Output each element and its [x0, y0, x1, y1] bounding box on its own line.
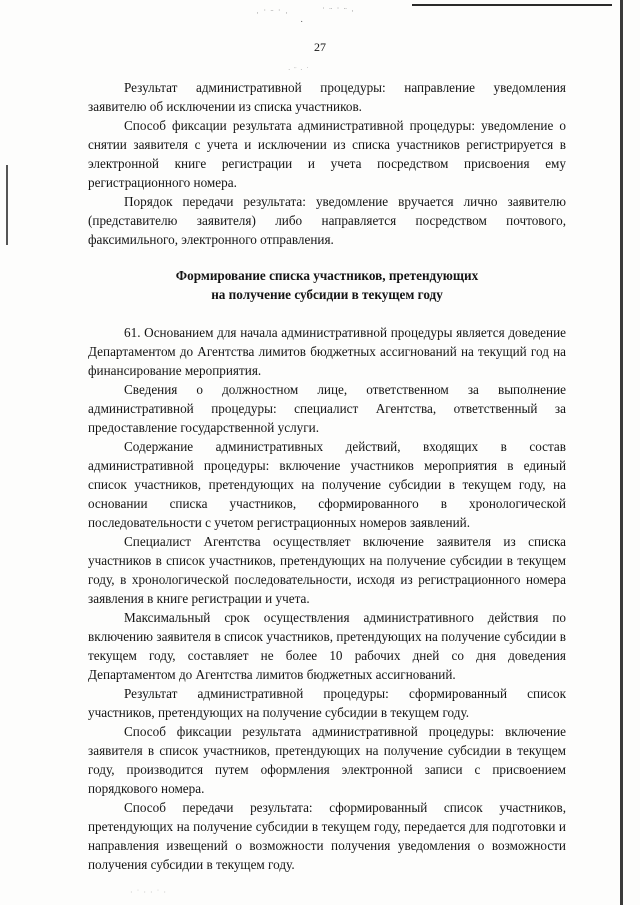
section-heading-line: Формирование списка участников, претендующих — [175, 268, 479, 283]
paragraph: Максимальный срок осуществления административного действия по включению заявителя в список участников, претендующих на получение субсидии в текущем году, составляет не более 10 рабочих дней со дня доведения Департаментом до Агентства лимитов бюджетных ассигнований. — [88, 610, 566, 682]
scan-top-rule — [412, 4, 612, 6]
paragraph: Результат административной процедуры: направление уведомления заявителю об исключении из списка участников. — [88, 80, 566, 114]
scan-artifact: · ˙ · · ˙ · — [130, 888, 167, 897]
scan-right-edge — [620, 0, 623, 905]
scan-artifact: ˙ — [300, 20, 305, 31]
section-heading-line: на получение субсидии в текущем году — [211, 287, 443, 302]
document-body — [88, 78, 566, 874]
section-heading — [88, 266, 566, 304]
paragraph: Способ фиксации результата административной процедуры: уведомление о снятии заявителя с учета и исключении из списка участников регистрируется в электронной книге регистрации и учета посредством присвоения ему регистрационного номера. — [88, 118, 566, 190]
paragraph: Сведения о должностном лице, ответственном за выполнение административной процедуры: специалист Агентства, ответственный за предоставление государственной услуги. — [88, 382, 566, 435]
paragraph: Результат административной процедуры: сформированный список участников, претендующих на получение субсидии в текущем году. — [88, 686, 566, 720]
paragraph: Специалист Агентства осуществляет включение заявителя из списка участников в список участников, претендующих на получение субсидии в текущем году, в хронологической последовательности, исходя из регистрационного номера заявления в книге регистрации и учета. — [88, 534, 566, 606]
paragraph: Способ передачи результата: сформированный список участников, претендующих на получение субсидии в текущем году, передается для подготовки и направления извещений о возможности получения уведомления о возможности получения субсидии в текущем году. — [88, 800, 566, 872]
scan-artifact: · ¨ · ˙ — [288, 66, 310, 74]
scan-left-mark — [6, 165, 8, 245]
paragraph: 61. Основанием для начала административной процедуры является доведение Департаментом до Агентства лимитов бюджетных ассигнований на текущий год на финансирование мероприятия. — [88, 325, 566, 378]
paragraph: Содержание административных действий, входящих в состав административной процедуры: включение участников мероприятия в единый список участников, претендующих на получение субсидии в текущем году, на основании списка участников, сформированного в хронологической последовательности с учетом регистрационных номеров заявлений. — [88, 439, 566, 530]
scan-artifact: ˙ ¨ ˙ ¨ · — [322, 6, 355, 16]
scan-artifact: · ˙ ¨ ˙ · — [256, 8, 289, 18]
paragraph: Способ фиксации результата административной процедуры: включение заявителя в список участников, претендующих на получение субсидии в текущем году, производится путем оформления электронной записи с присвоением порядкового номера. — [88, 724, 566, 796]
page-number: 27 — [314, 40, 326, 54]
paragraph: Порядок передачи результата: уведомление вручается лично заявителю (представителю заявителя) либо направляется посредством почтового, факсимильного, электронного отправления. — [88, 194, 566, 247]
